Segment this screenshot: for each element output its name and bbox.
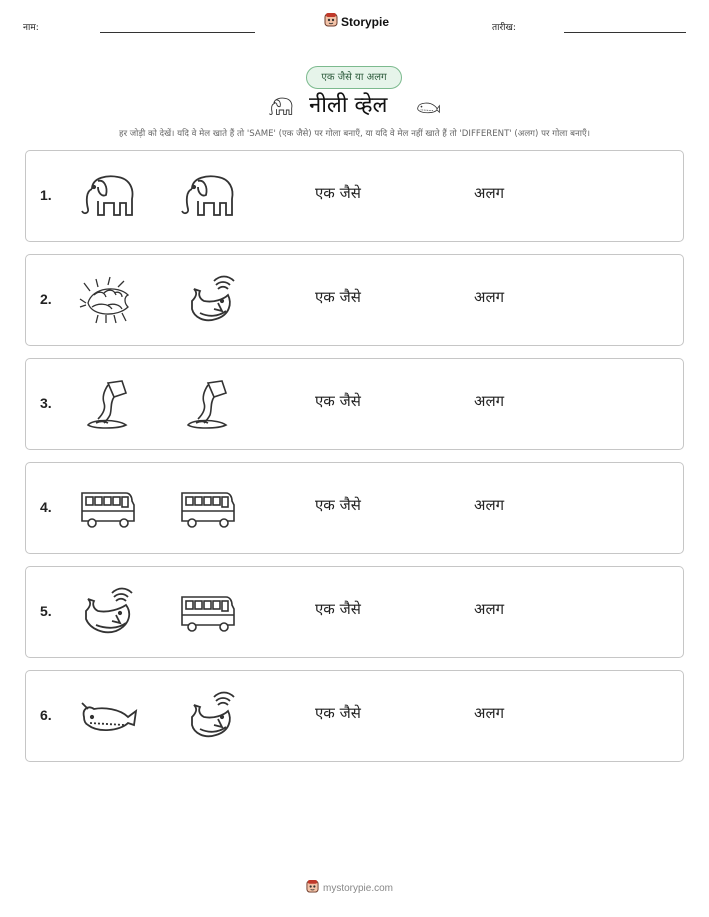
bus-icon bbox=[178, 481, 238, 535]
question-number: 2. bbox=[40, 291, 52, 307]
elephant-icon bbox=[78, 169, 138, 223]
question-card-4 bbox=[25, 462, 684, 554]
question-card-1 bbox=[25, 150, 684, 242]
same-option[interactable]: एक जैसे bbox=[315, 288, 361, 306]
instructions-text: हर जोड़ी को देखें। यदि वे मेल खाते हैं तो 'SAME' (एक जैसे) पर गोला बनाएँ, या यदि वे मेल नहीं खाते हैं तो 'DIFFERENT' (अलग) पर गोला बनाएँ। bbox=[119, 129, 590, 139]
whale-singing-icon bbox=[78, 585, 138, 639]
footer bbox=[306, 879, 393, 897]
question-number: 4. bbox=[40, 499, 52, 515]
storypie-mascot-icon bbox=[306, 879, 319, 898]
question-number: 3. bbox=[40, 395, 52, 411]
footer-site-link[interactable]: mystorypie.com bbox=[323, 882, 394, 894]
same-option[interactable]: एक जैसे bbox=[315, 496, 361, 514]
question-number: 1. bbox=[40, 187, 52, 203]
question-card-2 bbox=[25, 254, 684, 346]
question-number: 6. bbox=[40, 707, 52, 723]
same-option[interactable]: एक जैसे bbox=[315, 184, 361, 202]
bus-icon bbox=[78, 481, 138, 535]
whale-singing-icon bbox=[178, 689, 238, 743]
same-option[interactable]: एक जैसे bbox=[315, 704, 361, 722]
date-line bbox=[564, 32, 686, 33]
blue-whale-icon bbox=[78, 689, 138, 743]
date-label: तारीख: bbox=[492, 23, 516, 33]
pouring-water-icon bbox=[78, 377, 138, 431]
subtitle-badge: एक जैसे या अलग bbox=[306, 66, 402, 89]
name-label: नाम: bbox=[23, 23, 39, 33]
name-line bbox=[100, 32, 255, 33]
different-option[interactable]: अलग bbox=[474, 184, 505, 202]
worksheet-header bbox=[0, 0, 709, 46]
different-option[interactable]: अलग bbox=[474, 704, 505, 722]
title-row bbox=[0, 90, 709, 124]
worksheet-title: नीली व्हेल bbox=[309, 93, 388, 118]
question-number: 5. bbox=[40, 603, 52, 619]
brand-logo bbox=[324, 13, 389, 31]
elephant-icon bbox=[266, 94, 296, 122]
question-card-5 bbox=[25, 566, 684, 658]
different-option[interactable]: अलग bbox=[474, 496, 505, 514]
different-option[interactable]: अलग bbox=[474, 600, 505, 618]
same-option[interactable]: एक जैसे bbox=[315, 600, 361, 618]
storypie-mascot-icon bbox=[324, 12, 338, 32]
same-option[interactable]: एक जैसे bbox=[315, 392, 361, 410]
brand-name: Storypie bbox=[341, 15, 390, 29]
question-card-3 bbox=[25, 358, 684, 450]
different-option[interactable]: अलग bbox=[474, 392, 505, 410]
blue-whale-icon bbox=[412, 96, 444, 122]
krill-icon bbox=[78, 273, 138, 327]
bus-icon bbox=[178, 585, 238, 639]
elephant-icon bbox=[178, 169, 238, 223]
whale-singing-icon bbox=[178, 273, 238, 327]
question-card-6 bbox=[25, 670, 684, 762]
different-option[interactable]: अलग bbox=[474, 288, 505, 306]
pouring-water-icon bbox=[178, 377, 238, 431]
